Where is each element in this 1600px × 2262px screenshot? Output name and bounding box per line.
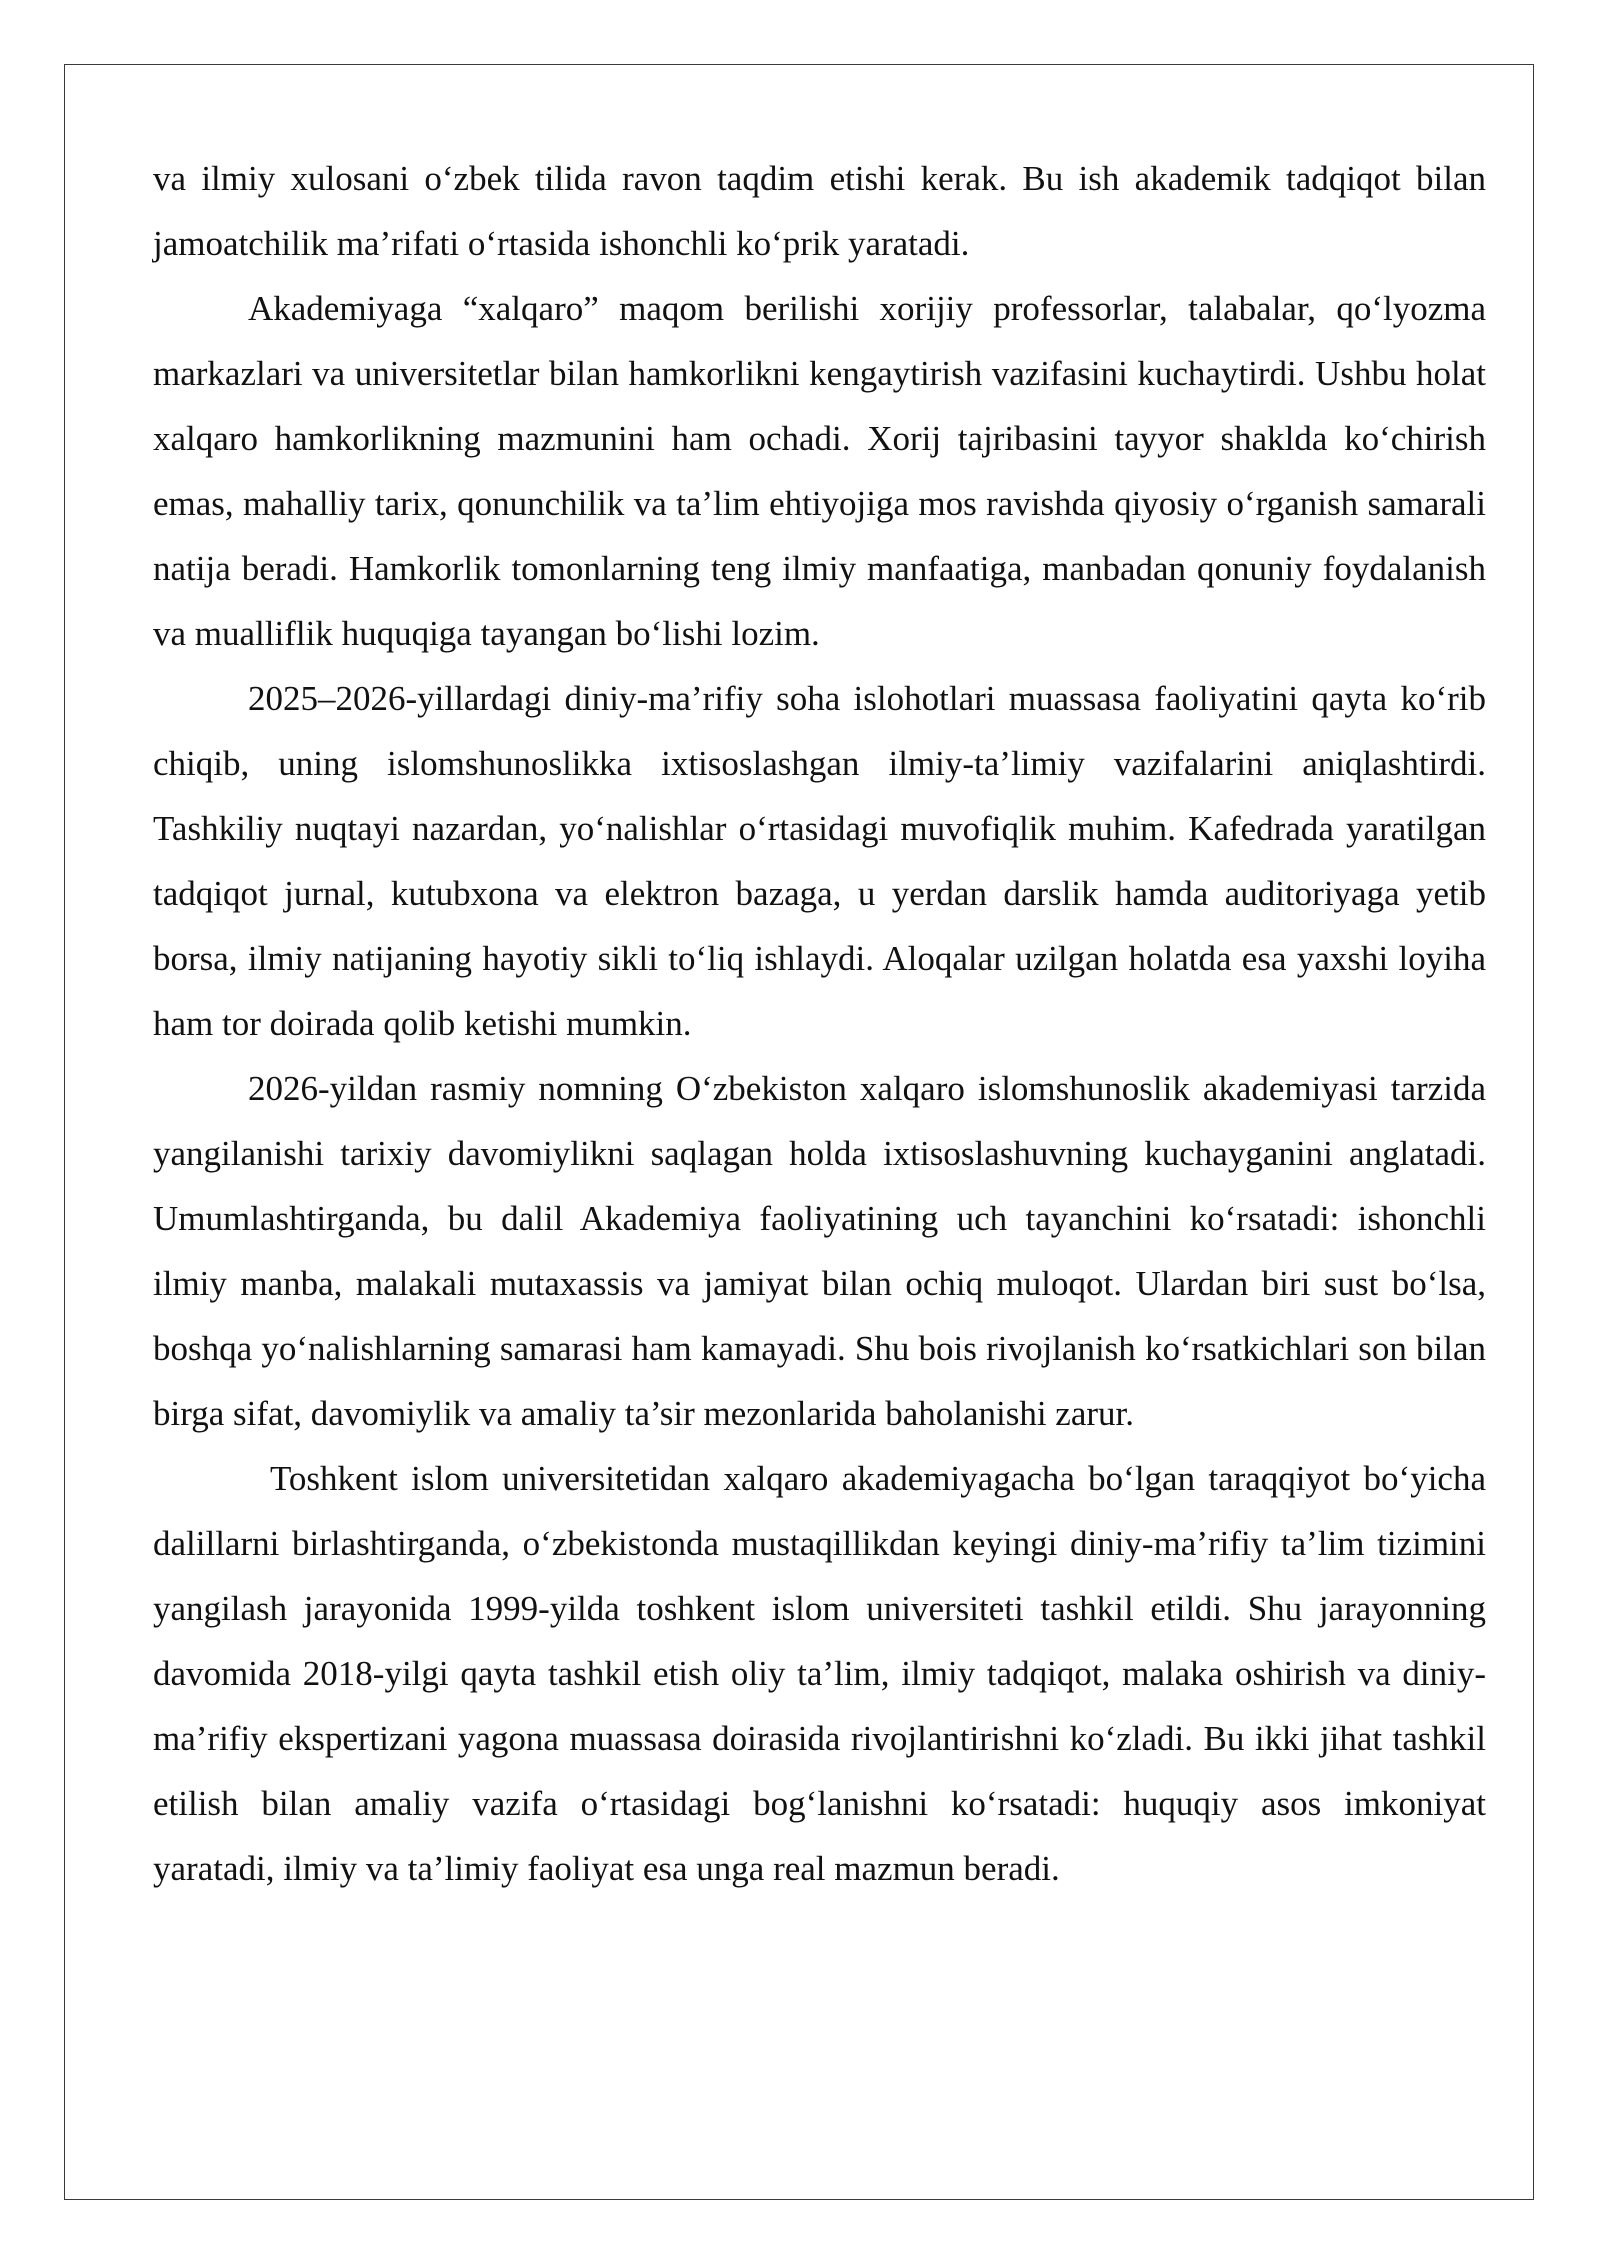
paragraph-reforms: 2025–2026-yillardagi diniy-ma’rifiy soha islohotlari muassasa faoliyatini qayta ko‘rib chiqib, uning islomshunoslikka ixtisoslashgan ilmiy-ta’limiy vazifalarini aniqlashtirdi. Tashkiliy nuqtayi nazardan, yo‘nalishlar o‘rtasidagi muvofiqlik muhim. Kafedrada yaratilgan tadqiqot jurnal, kutubxona va elektron bazaga, u yerdan darslik hamda auditoriyaga yetib borsa, ilmiy natijaning hayotiy sikli to‘liq ishlaydi. Aloqalar uzilgan holatda esa yaxshi loyiha ham tor doirada qolib ketishi mumkin.: [153, 679, 1486, 1043]
paragraph-official-name: 2026-yildan rasmiy nomning O‘zbekiston xalqaro islomshunoslik akademiyasi tarzida yangilanishi tarixiy davomiylikni saqlagan holda ixtisoslashuvning kuchayganini anglatadi. Umumlashtirganda, bu dalil Akademiya faoliyatining uch tayanchini ko‘rsatadi: ishonchli ilmiy manba, malakali mutaxassis va jamiyat bilan ochiq muloqot. Ulardan biri sust bo‘lsa, boshqa yo‘nalishlarning samarasi ham kamayadi. Shu bois rivojlanish ko‘rsatkichlari son bilan birga sifat, davomiylik va amaliy ta’sir mezonlarida baholanishi zarur.: [153, 1069, 1486, 1433]
document-body: [153, 146, 1486, 1901]
paragraph-international-status: Akademiyaga “xalqaro” maqom berilishi xorijiy professorlar, talabalar, qo‘lyozma markazlari va universitetlar bilan hamkorlikni kengaytirish vazifasini kuchaytirdi. Ushbu holat xalqaro hamkorlikning mazmunini ham ochadi. Xorij tajribasini tayyor shaklda ko‘chirish emas, mahalliy tarix, qonunchilik va ta’lim ehtiyojiga mos ravishda qiyosiy o‘rganish samarali natija beradi. Hamkorlik tomonlarning teng ilmiy manfaatiga, manbadan qonuniy foydalanish va mualliflik huquqiga tayangan bo‘lishi lozim.: [153, 289, 1486, 653]
paragraph-continuation: va ilmiy xulosani o‘zbek tilida ravon taqdim etishi kerak. Bu ish akademik tadqiqot bilan jamoatchilik ma’rifati o‘rtasida ishonchli ko‘prik yaratadi.: [153, 159, 1486, 263]
paragraph-history: Toshkent islom universitetidan xalqaro akademiyagacha bo‘lgan taraqqiyot bo‘yicha dalillarni birlashtirganda, o‘zbekistonda mustaqillikdan keyingi diniy-ma’rifiy ta’lim tizimini yangilash jarayonida 1999-yilda toshkent islom universiteti tashkil etildi. Shu jarayonning davomida 2018-yilgi qayta tashkil etish oliy ta’lim, ilmiy tadqiqot, malaka oshirish va diniy-ma’rifiy ekspertizani yagona muassasa doirasida rivojlantirishni ko‘zladi. Bu ikki jihat tashkil etilish bilan amaliy vazifa o‘rtasidagi bog‘lanishni ko‘rsatadi: huquqiy asos imkoniyat yaratadi, ilmiy va ta’limiy faoliyat esa unga real mazmun beradi.: [153, 1459, 1486, 1888]
